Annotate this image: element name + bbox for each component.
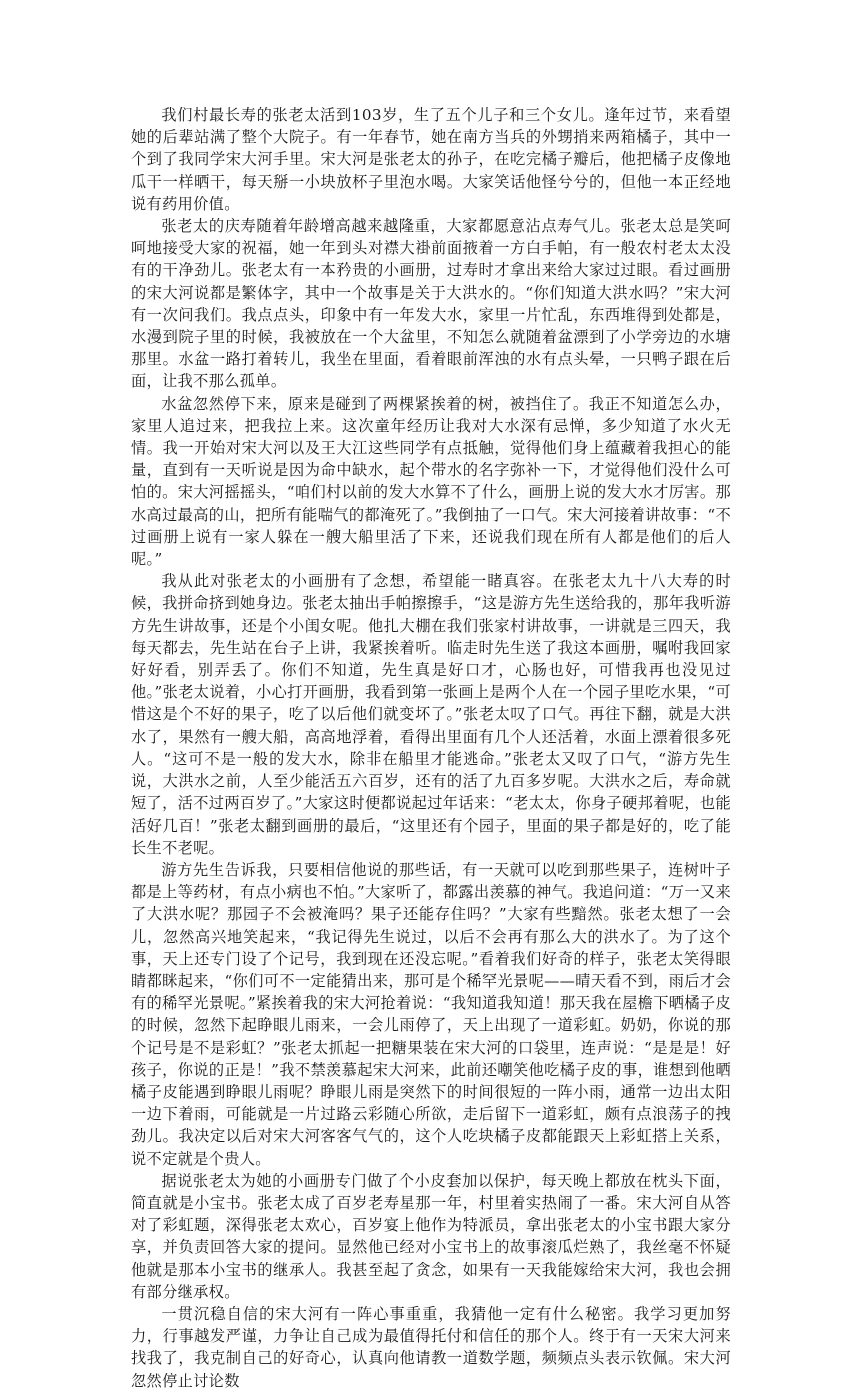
paragraph-7: 一贯沉稳自信的宋大河有一阵心事重重，我猜他一定有什么秘密。我学习更加努力，行事越发严谨，力争让自己成为最值得托付和信任的那个人。终于有一天宋大河来找我了，我克制自己的好奇心，认真向他请教一道数学题，频频点头表示钦佩。宋大河忽然停止讨论数: [131, 1304, 731, 1390]
paragraph-1: 我们村最长寿的张老太活到103岁，生了五个儿子和三个女儿。逢年过节，来看望她的后辈站满了整个大院子。有一年春节，她在南方当兵的外甥捎来两箱橘子，其中一个到了我同学宋大河手里。宋大河是张老太的孙子，在吃完橘子瓣后，他把橘子皮像地瓜干一样晒干，每天掰一小块放杯子里泡水喝。大家笑话他怪兮兮的，但他一本正经地说有药用价值。: [131, 106, 731, 213]
paragraph-6: 据说张老太为她的小画册专门做了个小皮套加以保护，每天晚上都放在枕头下面，简直就是小宝书。张老太成了百岁老寿星那一年，村里着实热闹了一番。宋大河自从答对了彩虹题，深得张老太欢心，百岁宴上他作为特派员，拿出张老太的小宝书跟大家分享，并负责回答大家的提问。显然他已经对小宝书上的故事滚瓜烂熟了，我丝毫不怀疑他就是那本小宝书的继承人。我甚至起了贪念，如果有一天我能嫁给宋大河，我也会拥有部分继承权。: [131, 1171, 731, 1301]
document-body: [131, 104, 731, 1392]
paragraph-4: 我从此对张老太的小画册有了念想，希望能一睹真容。在张老太九十八大寿的时候，我拼命挤到她身边。张老太抽出手帕擦擦手，“这是游方先生送给我的，那年我听游方先生讲故事，还是个小闺女呢。他扎大棚在我们张家村讲故事，一讲就是三四天，我每天都去，先生站在台子上讲，我紧挨着听。临走时先生送了我这本画册，嘱咐我回家好好看，别弄丢了。你们不知道，先生真是好口才，心肠也好，可惜我再也没见过他。”张老太说着，小心打开画册，我看到第一张画上是两个人在一个园子里吃水果，“可惜这是个不好的果子，吃了以后他们就变坏了。”张老太叹了口气。再往下翻，就是大洪水了，果然有一艘大船，高高地浮着，看得出里面有几个人还活着，水面上漂着很多死人。“这可不是一般的发大水，除非在船里才能逃命。”张老太又叹了口气，“游方先生说，大洪水之前，人至少能活五六百岁，还有的活了九百多岁呢。大洪水之后，寿命就短了，活不过两百岁了。”大家这时便都说起过年话来：“老太太，你身子硬邦着呢，也能活好几百！”张老太翻到画册的最后，“这里还有个园子，里面的果子都是好的，吃了能长生不老呢。: [131, 572, 731, 857]
paragraph-2: 张老太的庆寿随着年龄增高越来越隆重，大家都愿意沾点寿气儿。张老太总是笑呵呵地接受大家的祝福，她一年到头对襟大褂前面掖着一方白手帕，有一般农村老太太没有的干净劲儿。张老太有一本矜贵的小画册，过寿时才拿出来给大家过过眼。看过画册的宋大河说都是繁体字，其中一个故事是关于大洪水的。“你们知道大洪水吗？”宋大河有一次问我们。我点点头，印象中有一年发大水，家里一片忙乱，东西堆得到处都是，水漫到院子里的时候，我被放在一个大盆里，不知怎么就随着盆漂到了小学旁边的水塘那里。水盆一路打着转儿，我坐在里面，看着眼前浑浊的水有点头晕，一只鸭子跟在后面，让我不那么孤单。: [131, 217, 731, 391]
paragraph-5: 游方先生告诉我，只要相信他说的那些话，有一天就可以吃到那些果子，连树叶子都是上等药材，有点小病也不怕。”大家听了，都露出羡慕的神气。我追问道：“万一又来了大洪水呢？那园子不会被淹吗？果子还能存住吗？”大家有些黯然。张老太想了一会儿，忽然高兴地笑起来，“我记得先生说过，以后不会再有那么大的洪水了。为了这个事，天上还专门设了个记号，我到现在还没忘呢。”看着我们好奇的样子，张老太笑得眼睛都眯起来，“你们可不一定能猜出来，那可是个稀罕光景呢——晴天看不到，雨后才会有的稀罕光景呢。”紧挨着我的宋大河抢着说：“我知道我知道！那天我在屋檐下晒橘子皮的时候，忽然下起睁眼儿雨来，一会儿雨停了，天上出现了一道彩虹。奶奶，你说的那个记号是不是彩虹？”张老太抓起一把糖果装在宋大河的口袋里，连声说：“是是是！好孩子，你说的正是！”我不禁羡慕起宋大河来，此前还嘲笑他吃橘子皮的事，谁想到他晒橘子皮能遇到睁眼儿雨呢？睁眼儿雨是突然下的时间很短的一阵小雨，通常一边出太阳一边下着雨，可能就是一片过路云彩随心所欲，走后留下一道彩虹，颇有点浪荡子的拽劲儿。我决定以后对宋大河客客气气的，这个人吃块橘子皮都能跟天上彩虹搭上关系，说不定就是个贵人。: [131, 860, 731, 1168]
paragraph-3: 水盆忽然停下来，原来是碰到了两棵紧挨着的树，被挡住了。我正不知道怎么办，家里人追过来，把我拉上来。这次童年经历让我对大水深有忌惮，多少知道了水火无情。我一开始对宋大河以及王大江这些同学有点抵触，觉得他们身上蕴藏着我担心的能量，直到有一天听说是因为命中缺水，起个带水的名字弥补一下，才觉得他们没什么可怕的。宋大河摇摇头，“咱们村以前的发大水算不了什么，画册上说的发大水才厉害。那水高过最高的山，把所有能喘气的都淹死了。”我倒抽了一口气。宋大河接着讲故事：“不过画册上说有一家人躲在一艘大船里活了下来，还说我们现在所有人都是他们的后人呢。”: [131, 394, 731, 569]
